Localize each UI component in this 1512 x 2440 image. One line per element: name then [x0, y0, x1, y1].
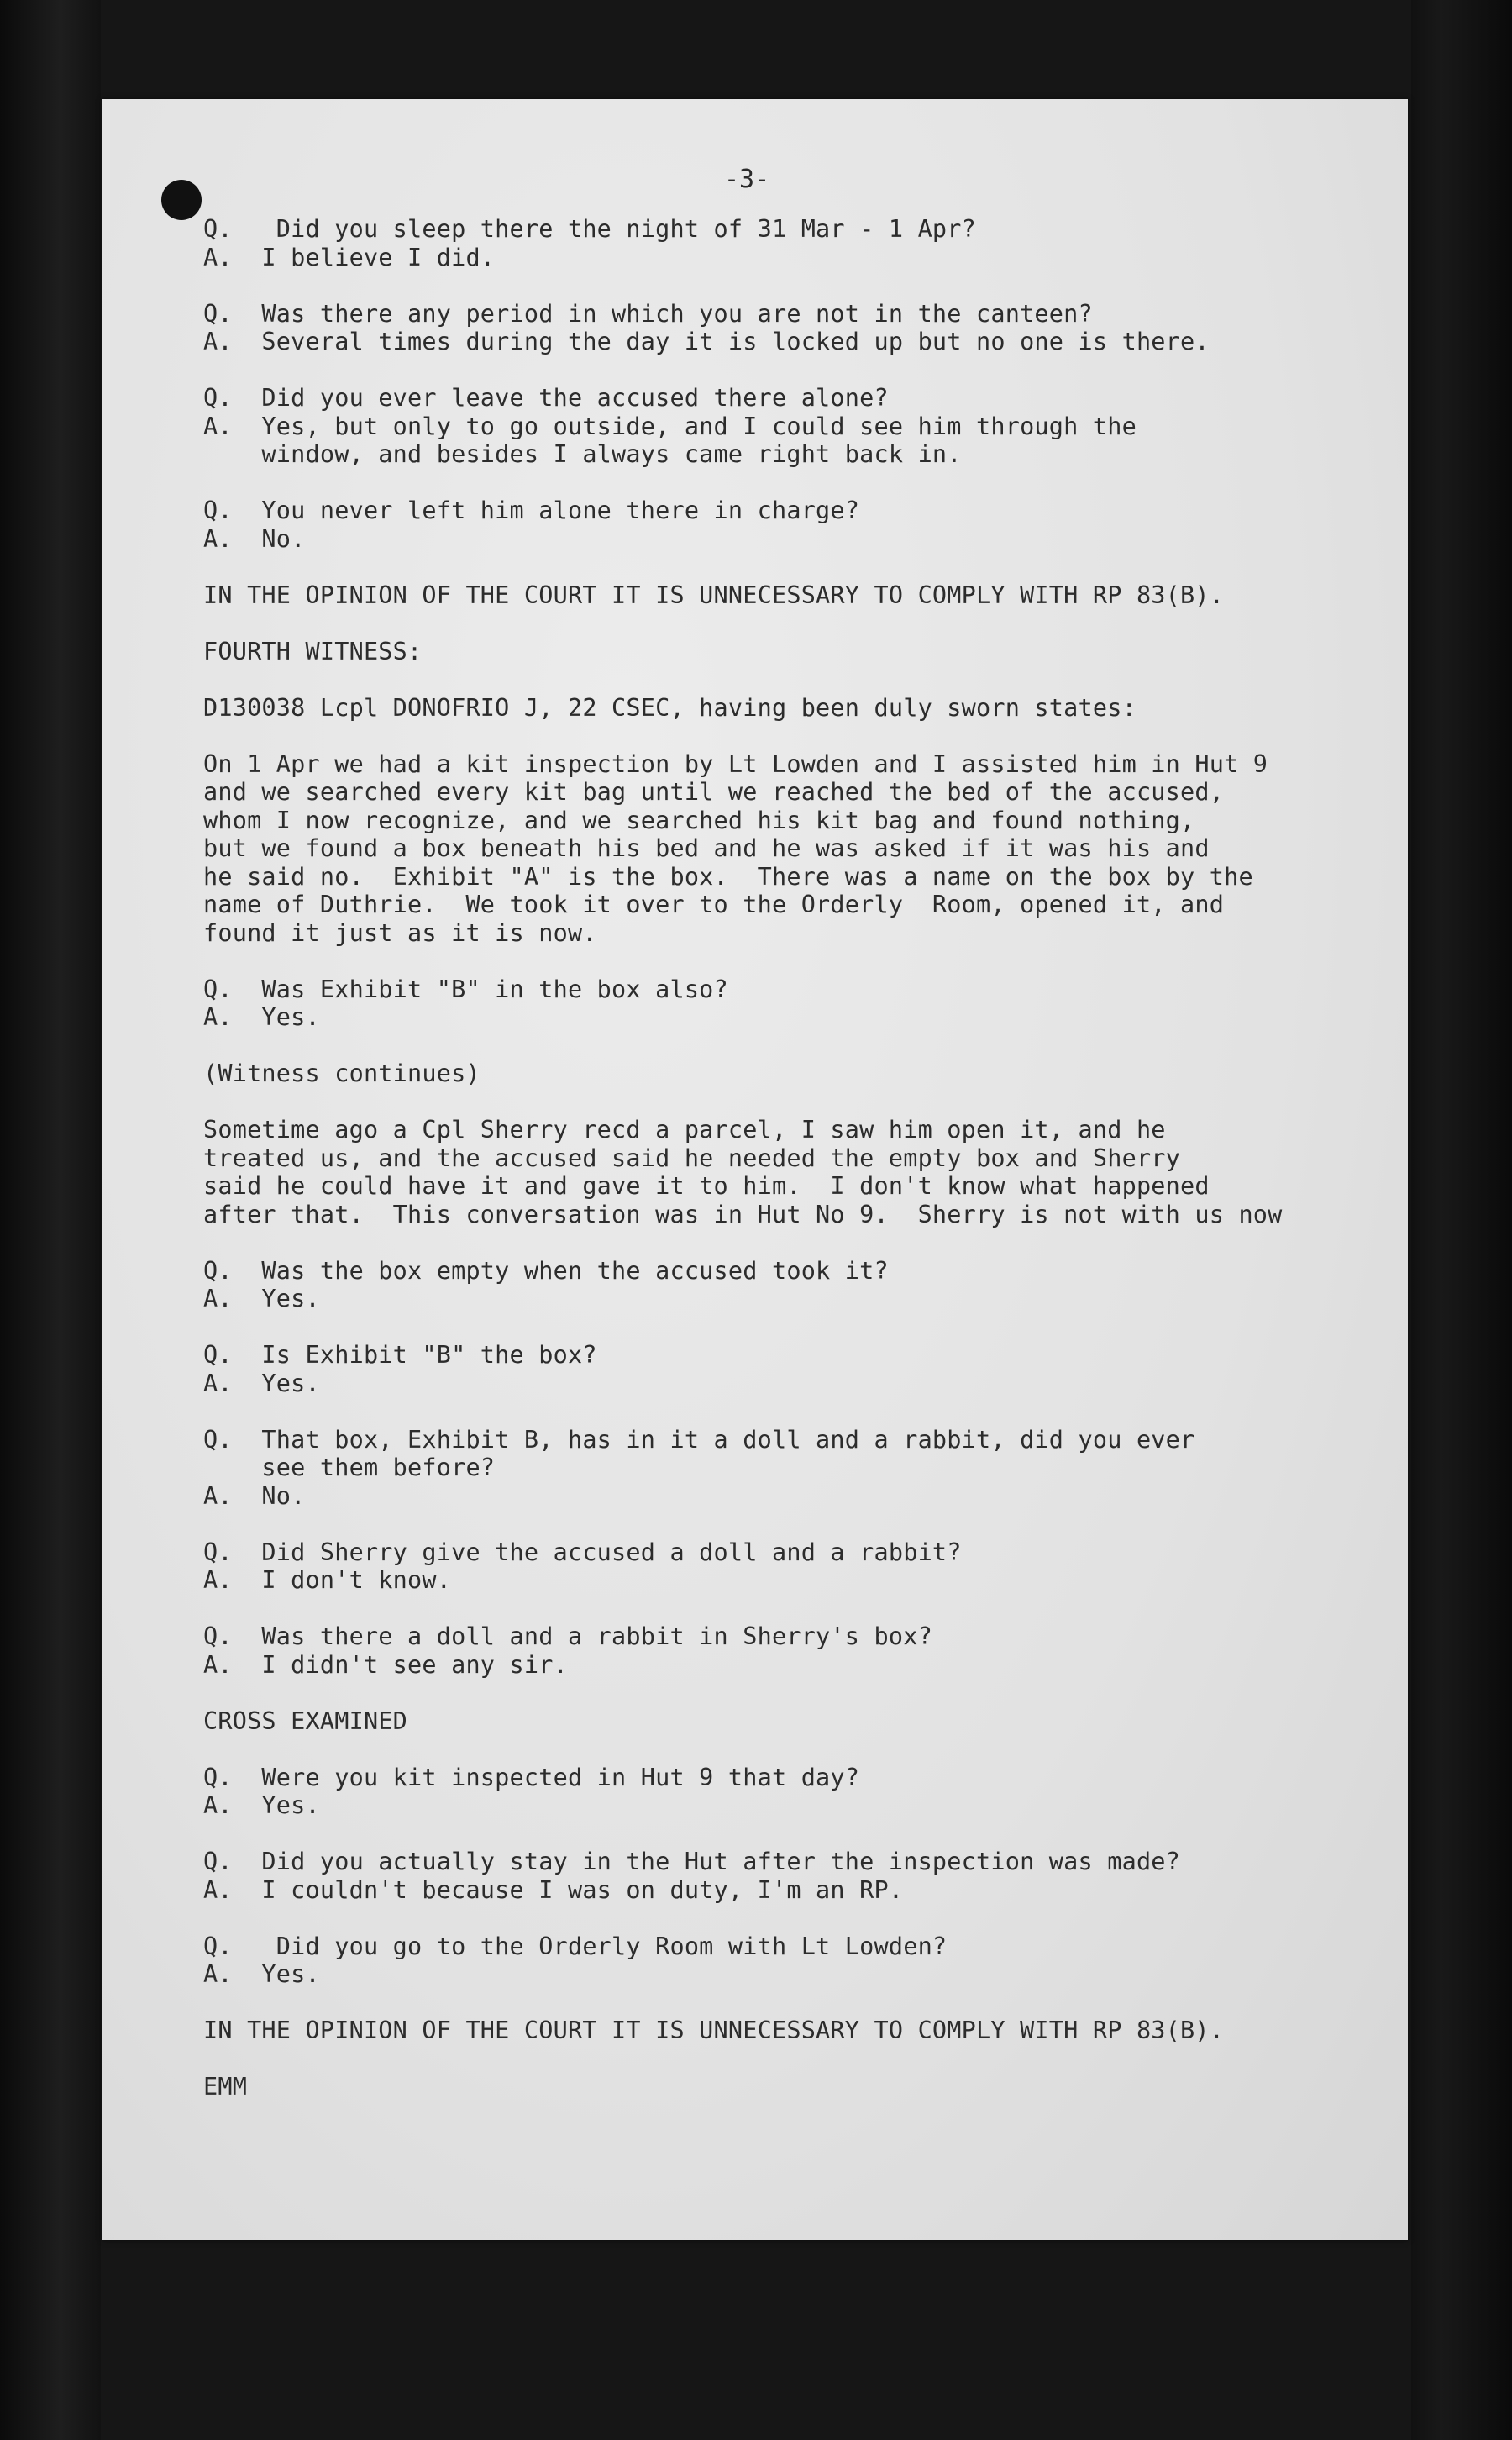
text-line: IN THE OPINION OF THE COURT IT IS UNNECESSARY TO COMPLY WITH RP 83(B). — [203, 2017, 1225, 2044]
line-spacer — [203, 1510, 1413, 1538]
text-line: A. I believe I did. — [203, 243, 496, 271]
text-line: A. Yes. — [203, 1003, 320, 1031]
text-line: name of Duthrie. We took it over to the Orderly Room, opened it, and — [203, 891, 1225, 918]
text-line: Q. That box, Exhibit B, has in it a doll and a rabbit, did you ever — [203, 1425, 1195, 1454]
text-line: Q. Did you actually stay in the Hut after the inspection was made? — [203, 1848, 1181, 1875]
line-spacer — [203, 2045, 1413, 2074]
text-line: Q. Did you ever leave the accused there alone? — [203, 384, 889, 412]
line-spacer — [203, 1904, 1413, 1933]
line-spacer — [203, 1397, 1413, 1426]
line-spacer — [203, 1989, 1413, 2017]
line-spacer — [203, 1313, 1413, 1342]
text-line: window, and besides I always came right back in. — [203, 440, 962, 468]
text-line: but we found a box beneath his bed and he was asked if it was his and — [203, 834, 1210, 862]
text-line: D130038 Lcpl DONOFRIO J, 22 CSEC, having been duly sworn states: — [203, 693, 1137, 722]
text-line: said he could have it and gave it to him. I don't know what happened — [203, 1172, 1210, 1200]
page-number: -3- — [724, 165, 770, 194]
text-line: Q. Did you go to the Orderly Room with Lt Lowden? — [203, 1932, 948, 1960]
film-border-right — [1411, 0, 1512, 2440]
line-spacer — [203, 722, 1413, 750]
text-line: FOURTH WITNESS: — [203, 637, 423, 665]
text-line: Sometime ago a Cpl Sherry recd a parcel, I saw him open it, and he — [203, 1116, 1166, 1144]
text-line: A. No. — [203, 1481, 306, 1510]
line-spacer — [203, 1820, 1413, 1848]
line-spacer — [203, 1679, 1413, 1707]
text-line: (Witness continues) — [203, 1060, 480, 1087]
line-spacer — [203, 609, 1413, 638]
text-line: A. Yes. — [203, 1285, 320, 1312]
text-line: A. I couldn't because I was on duty, I'm an RP. — [203, 1875, 904, 1904]
text-line: Q. Was the box empty when the accused took it? — [203, 1256, 889, 1285]
text-line: A. Several times during the day it is locked up but no one is there. — [203, 328, 1210, 355]
text-line: A. Yes. — [203, 1369, 320, 1397]
line-spacer — [203, 1032, 1413, 1060]
text-line: Q. Were you kit inspected in Hut 9 that day? — [203, 1763, 860, 1791]
text-line: treated us, and the accused said he needed the empty box and Sherry — [203, 1144, 1181, 1172]
text-line: A. Yes. — [203, 1960, 320, 1988]
line-spacer — [203, 1088, 1413, 1117]
text-line: A. I didn't see any sir. — [203, 1650, 568, 1679]
line-spacer — [203, 356, 1413, 385]
text-line: Q. Was there a doll and a rabbit in Sherry's box? — [203, 1622, 932, 1650]
text-line: A. I don't know. — [203, 1566, 452, 1594]
text-line: Q. Did you sleep there the night of 31 Mar - 1 Apr? — [203, 215, 976, 243]
document-body — [203, 215, 1413, 2101]
text-line: found it just as it is now. — [203, 918, 597, 947]
text-line: after that. This conversation was in Hut No 9. Sherry is not with us now — [203, 1200, 1283, 1228]
line-spacer — [203, 1735, 1413, 1764]
line-spacer — [203, 1228, 1413, 1257]
line-spacer — [203, 665, 1413, 694]
document-page — [102, 99, 1408, 2240]
text-line: A. No. — [203, 524, 306, 553]
text-line: Q. Is Exhibit "B" the box? — [203, 1341, 597, 1369]
text-line: he said no. Exhibit "A" is the box. There was a name on the box by the — [203, 862, 1253, 891]
punch-hole — [161, 180, 202, 220]
text-line: Q. You never left him alone there in charge? — [203, 497, 860, 524]
text-line: see them before? — [203, 1454, 496, 1481]
text-line: whom I now recognize, and we searched his kit bag and found nothing, — [203, 806, 1195, 834]
text-line: Q. Was there any period in which you are not in the canteen? — [203, 299, 1093, 328]
text-line: Q. Was Exhibit "B" in the box also? — [203, 975, 728, 1003]
text-line: CROSS EXAMINED — [203, 1706, 408, 1735]
line-spacer — [203, 1595, 1413, 1623]
line-spacer — [203, 553, 1413, 581]
text-line: and we searched every kit bag until we reached the bed of the accused, — [203, 778, 1225, 806]
text-line: On 1 Apr we had a kit inspection by Lt Lowden and I assisted him in Hut 9 — [203, 749, 1268, 778]
line-spacer — [203, 469, 1413, 497]
line-spacer — [203, 947, 1413, 975]
text-line: A. Yes, but only to go outside, and I could see him through the — [203, 412, 1137, 440]
film-border-left — [0, 0, 101, 2440]
line-spacer — [203, 271, 1413, 300]
text-line: A. Yes. — [203, 1791, 320, 1819]
text-line: Q. Did Sherry give the accused a doll and a rabbit? — [203, 1538, 962, 1566]
text-line: EMM — [203, 2073, 248, 2101]
text-line: IN THE OPINION OF THE COURT IT IS UNNECESSARY TO COMPLY WITH RP 83(B). — [203, 581, 1225, 609]
